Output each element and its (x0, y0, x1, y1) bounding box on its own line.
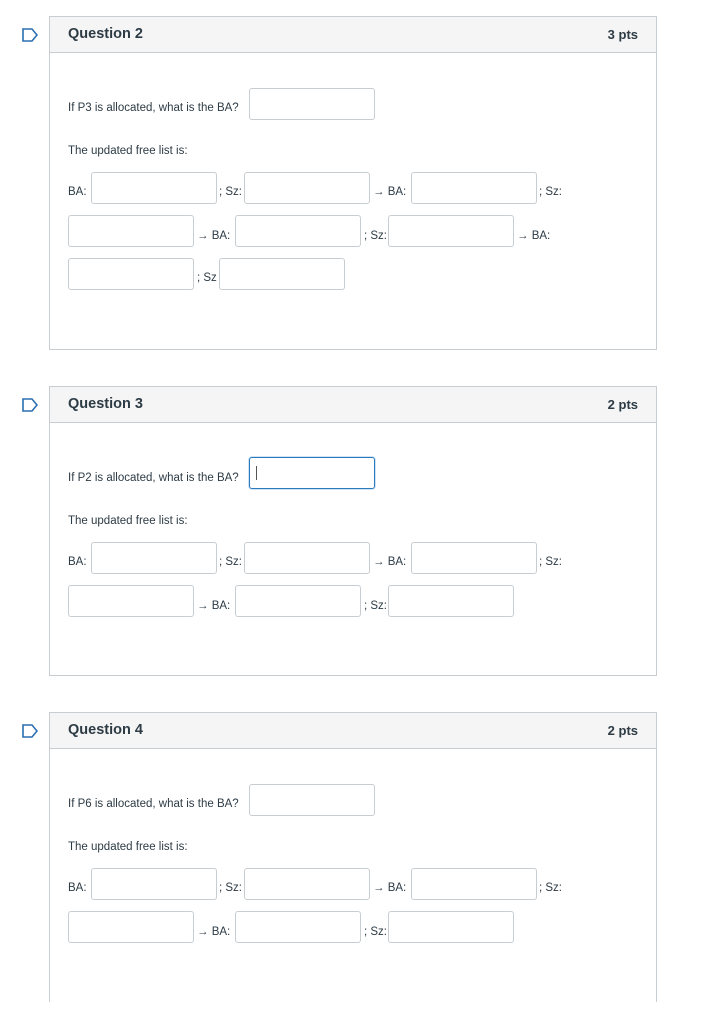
sz-input[interactable] (244, 868, 370, 900)
question-prompt: If P3 is allocated, what is the BA? (68, 102, 239, 114)
flag-question-icon[interactable] (22, 724, 38, 738)
sz-label: ; Sz: (539, 556, 563, 568)
ba-label: BA: (68, 556, 87, 568)
sz-input[interactable] (68, 585, 194, 617)
sz-input[interactable] (68, 911, 194, 943)
sz-label: ; Sz: (364, 926, 388, 938)
flag-question-icon[interactable] (22, 28, 38, 42)
arrow-ba-label: → BA: (197, 230, 231, 242)
sz-label: ; Sz: (219, 882, 243, 894)
ba-input[interactable] (68, 258, 194, 290)
sz-input[interactable] (244, 172, 370, 204)
sz-label: ; Sz: (539, 186, 563, 198)
arrow-ba-label: → BA: (197, 600, 231, 612)
ba-input[interactable] (91, 542, 217, 574)
arrow-ba-label: → BA: (517, 230, 551, 242)
sz-input[interactable] (68, 215, 194, 247)
question-header (50, 16, 656, 53)
ba-label: BA: (68, 186, 87, 198)
sz-input[interactable] (388, 585, 514, 617)
question-points: 3 pts (607, 27, 638, 42)
sz-label: ; Sz: (364, 230, 388, 242)
ba-answer-input[interactable] (249, 784, 375, 816)
question-card-4 (49, 712, 657, 1002)
question-card-3 (49, 386, 657, 676)
sz-input[interactable] (244, 542, 370, 574)
question-title: Question 3 (68, 396, 143, 412)
arrow-ba-label: → BA: (373, 882, 407, 894)
ba-answer-input[interactable] (249, 88, 375, 120)
ba-input[interactable] (411, 868, 537, 900)
ba-input[interactable] (411, 172, 537, 204)
ba-input[interactable] (235, 585, 361, 617)
sz-label: ; Sz: (364, 600, 388, 612)
question-header (50, 712, 656, 749)
ba-input[interactable] (91, 868, 217, 900)
question-prompt: If P6 is allocated, what is the BA? (68, 798, 239, 810)
ba-input[interactable] (91, 172, 217, 204)
sz-input[interactable] (388, 911, 514, 943)
sz-label: ; Sz: (219, 186, 243, 198)
arrow-ba-label: → BA: (373, 186, 407, 198)
ba-input[interactable] (235, 215, 361, 247)
sz-input[interactable] (388, 215, 514, 247)
ba-label: BA: (68, 882, 87, 894)
question-header (50, 386, 656, 423)
question-title: Question 4 (68, 722, 143, 738)
arrow-ba-label: → BA: (197, 926, 231, 938)
ba-input[interactable] (411, 542, 537, 574)
sz-label: ; Sz: (539, 882, 563, 894)
free-list-label: The updated free list is: (68, 145, 188, 157)
sz-label: ; Sz (197, 272, 217, 284)
ba-input[interactable] (235, 911, 361, 943)
question-points: 2 pts (607, 397, 638, 412)
flag-question-icon[interactable] (22, 398, 38, 412)
sz-input[interactable] (219, 258, 345, 290)
arrow-ba-label: → BA: (373, 556, 407, 568)
text-caret (256, 466, 257, 480)
ba-answer-input[interactable] (249, 457, 375, 489)
sz-label: ; Sz: (219, 556, 243, 568)
free-list-label: The updated free list is: (68, 841, 188, 853)
question-prompt: If P2 is allocated, what is the BA? (68, 472, 239, 484)
free-list-label: The updated free list is: (68, 515, 188, 527)
question-card-2 (49, 16, 657, 350)
question-title: Question 2 (68, 26, 143, 42)
question-points: 2 pts (607, 723, 638, 738)
